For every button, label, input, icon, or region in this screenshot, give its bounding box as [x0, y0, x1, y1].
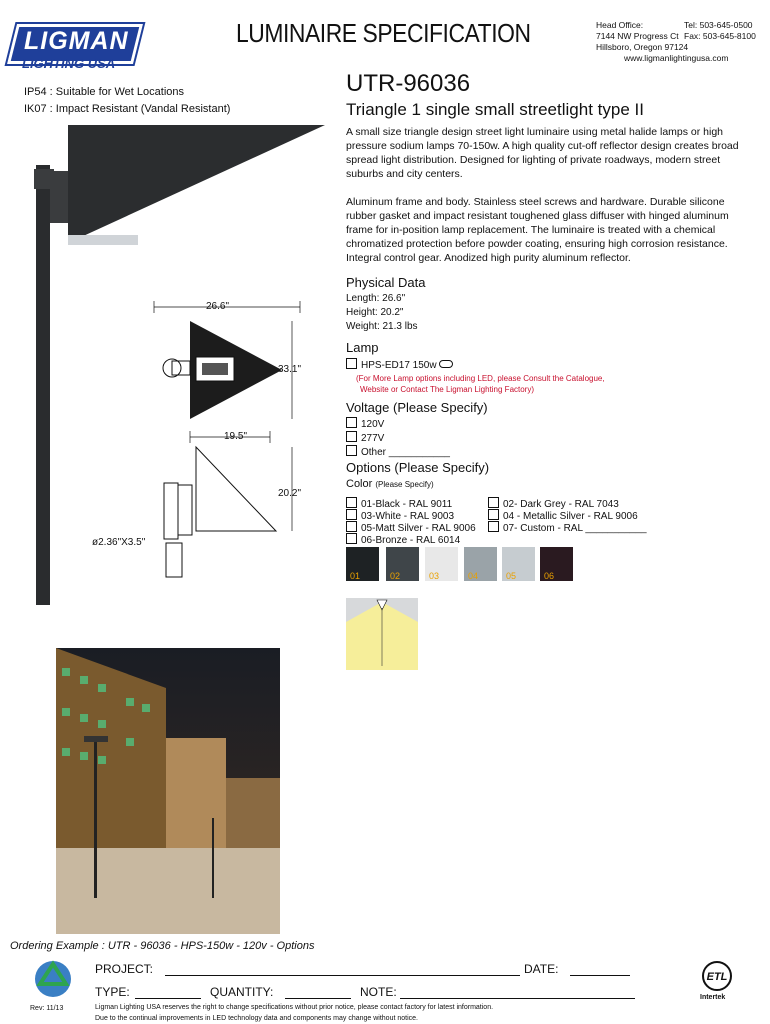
color-note: (Please Specify)	[375, 480, 434, 489]
dim-width: 33.1"	[278, 364, 302, 375]
voltage-other[interactable]	[346, 445, 450, 459]
physical-heading: Physical Data	[346, 275, 426, 290]
voltage-heading: Voltage (Please Specify)	[346, 400, 488, 415]
color-04-checkbox[interactable]	[488, 509, 499, 520]
rating-ik07: IK07 : Impact Resistant (Vandal Resistant)	[24, 103, 231, 115]
swatch-04	[464, 547, 497, 581]
physical-length: Length: 26.6"	[346, 293, 406, 304]
lamp-option-label: HPS-ED17 150w	[361, 360, 437, 371]
color-05-checkbox[interactable]	[346, 521, 357, 532]
color-heading	[346, 478, 434, 490]
color-02-label: 02- Dark Grey - RAL 7043	[503, 499, 619, 510]
swatch-05-label: 05	[506, 571, 517, 581]
office-fax: Fax: 503-645-8100	[684, 31, 756, 41]
voltage-277[interactable]	[346, 431, 384, 445]
description-2: Aluminum frame and body. Stainless steel screws and hardware. Durable silicone rubber gasket and impact resistant toughened glass diffuser with hinged aluminum frame for in-position lamp replacement. The luminaire is treated with a chemical chromatized protection before powder coating, ensuring high corrosion resistance. Integral control gear. Anodized high purity aluminum reflector.	[346, 196, 729, 264]
page-title: LUMINAIRE SPECIFICATION	[236, 18, 531, 48]
color-04-label: 04 - Metallic Silver - RAL 9006	[503, 511, 638, 522]
etl-text: ETL	[706, 971, 728, 983]
color-option-06[interactable]	[346, 533, 460, 547]
swatch-02	[386, 547, 419, 581]
color-option-07[interactable]	[488, 521, 647, 535]
type-label: TYPE:	[95, 985, 130, 999]
swatch-01-label: 01	[350, 571, 361, 581]
color-05-label: 05-Matt Silver - RAL 9006	[361, 523, 476, 534]
swatch-01	[346, 547, 379, 581]
voltage-120-checkbox[interactable]	[346, 417, 357, 428]
office-label: Head Office:	[596, 20, 644, 30]
options-heading: Options (Please Specify)	[346, 460, 490, 475]
lamp-note-1: (For More Lamp options including LED, please Consult the Catalogue,	[356, 374, 605, 383]
lamp-checkbox[interactable]	[346, 358, 357, 369]
voltage-277-label: 277V	[361, 433, 385, 444]
model-number: UTR-96036	[346, 70, 471, 97]
legal-notice-1: Ligman Lighting USA reserves the right to change specifications without prior notice, please contact factory for latest information.	[95, 1004, 494, 1011]
revision: Rev: 11/13	[30, 1005, 64, 1012]
dimension-drawing-top	[150, 295, 320, 425]
voltage-other-label: Other ___________	[361, 447, 450, 458]
color-01-label: 01-Black - RAL 9011	[361, 499, 453, 510]
color-06-checkbox[interactable]	[346, 533, 357, 544]
recycle-icon	[32, 958, 74, 1000]
lamp-icon	[439, 360, 453, 368]
color-07-label: 07- Custom - RAL ___________	[503, 523, 647, 534]
office-website[interactable]: www.ligmanlightingusa.com	[624, 53, 729, 63]
swatch-03-label: 03	[429, 571, 440, 581]
dim-depth: 19.5"	[224, 431, 248, 442]
swatch-06-label: 06	[544, 571, 555, 581]
color-01-checkbox[interactable]	[346, 497, 357, 508]
quantity-label: QUANTITY:	[210, 985, 274, 999]
swatch-02-label: 02	[390, 571, 401, 581]
office-tel: Tel: 503-645-0500	[684, 20, 753, 30]
etl-certification-icon	[697, 960, 737, 992]
product-name: Triangle 1 single small streetlight type II	[346, 100, 644, 119]
office-address2: Hillsboro, Oregon 97124	[596, 42, 689, 52]
swatch-06	[540, 547, 573, 581]
note-label: NOTE:	[360, 985, 397, 999]
color-03-checkbox[interactable]	[346, 509, 357, 520]
description-1: A small size triangle design street light luminaire using metal halide lamps or high pressure sodium lamps 70-150w. A high quality cut-off reflector design creates broad spread light distribution. Designed for lighting of private roadways, modern street suburbs and city centers.	[346, 126, 739, 180]
swatch-04-label: 04	[468, 571, 479, 581]
lamp-option[interactable]	[346, 358, 453, 372]
voltage-other-checkbox[interactable]	[346, 445, 357, 456]
installation-photo	[56, 648, 280, 934]
quantity-field[interactable]	[285, 998, 351, 999]
note-field[interactable]	[400, 998, 635, 999]
color-heading-label: Color	[346, 478, 373, 490]
logo-subtitle: LIGHTING USA	[22, 56, 116, 71]
color-06-label: 06-Bronze - RAL 6014	[361, 535, 461, 546]
lamp-heading: Lamp	[346, 340, 379, 355]
intertek-label: Intertek	[700, 994, 726, 1001]
logo-text: LIGMAN	[24, 27, 129, 55]
swatch-03	[425, 547, 458, 581]
type-field[interactable]	[135, 998, 201, 999]
color-03-label: 03-White - RAL 9003	[361, 511, 455, 522]
date-label: DATE:	[524, 962, 559, 976]
date-field[interactable]	[570, 975, 630, 976]
physical-height: Height: 20.2"	[346, 307, 404, 318]
swatch-05	[502, 547, 535, 581]
dim-pole: ø2.36"X3.5"	[92, 537, 146, 548]
project-field[interactable]	[165, 975, 520, 976]
rating-ip54: IP54 : Suitable for Wet Locations	[24, 86, 184, 98]
dimension-drawing-side	[150, 425, 320, 585]
ordering-example: Ordering Example : UTR - 96036 - HPS-150w - 120v - Options	[10, 940, 315, 952]
light-distribution-diagram	[346, 598, 418, 670]
legal-notice-2: Due to the continual improvements in LED technology data and components may change without notice.	[95, 1015, 418, 1022]
voltage-277-checkbox[interactable]	[346, 431, 357, 442]
voltage-120-label: 120V	[361, 419, 385, 430]
office-address1: 7144 NW Progress Ct	[596, 31, 679, 41]
dim-height: 20.2"	[278, 488, 302, 499]
color-07-checkbox[interactable]	[488, 521, 499, 532]
lamp-note-2: Website or Contact The Ligman Lighting Factory)	[360, 385, 535, 394]
color-02-checkbox[interactable]	[488, 497, 499, 508]
physical-weight: Weight: 21.3 lbs	[346, 321, 418, 332]
dim-length: 26.6"	[206, 301, 230, 312]
voltage-120[interactable]	[346, 417, 384, 431]
project-label: PROJECT:	[95, 962, 154, 976]
